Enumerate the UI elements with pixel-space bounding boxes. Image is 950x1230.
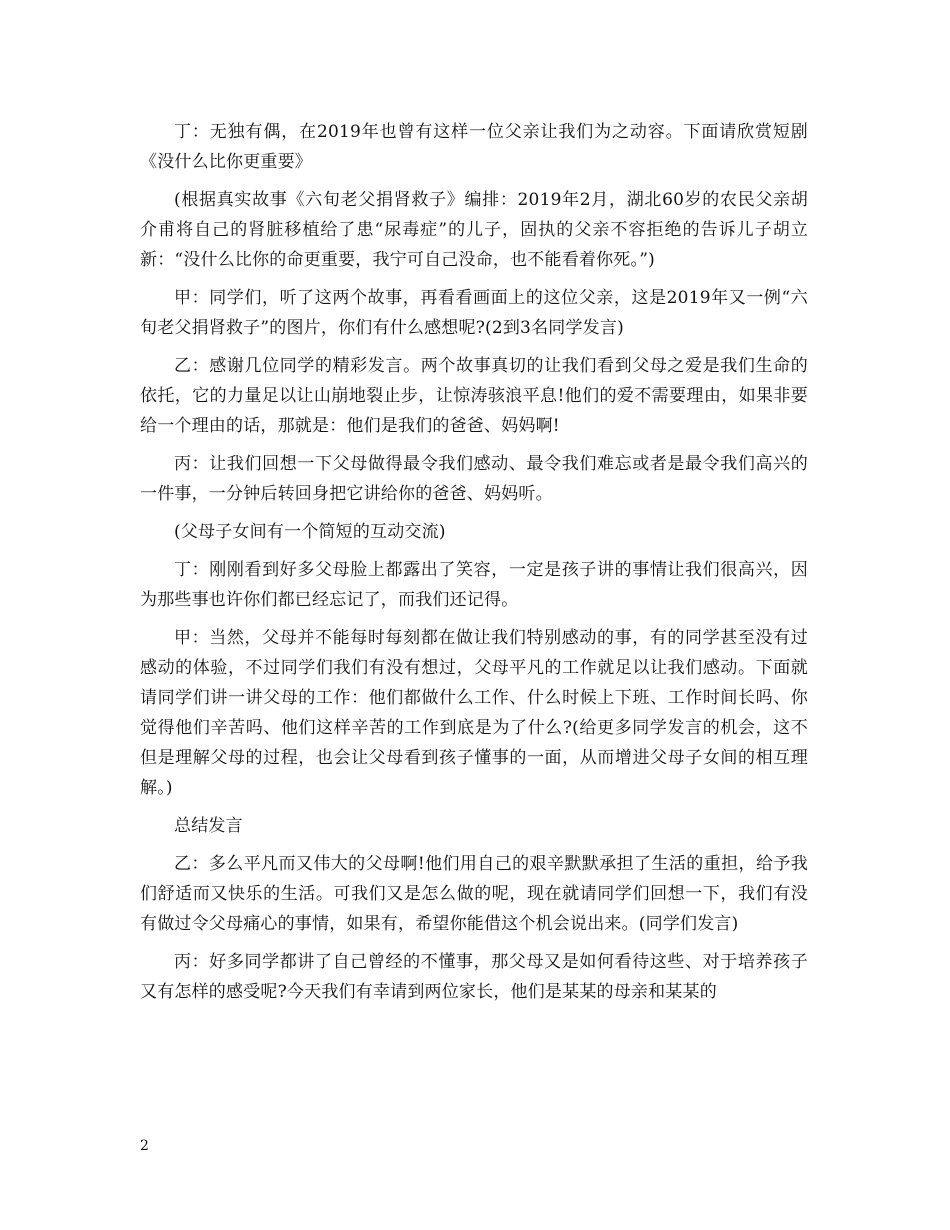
- paragraph-interaction-note: (父母子女间有一个简短的互动交流): [174, 522, 446, 542]
- paragraph-story-note: (根据真实故事《六旬老父捐肾救子》编排：2019年2月，湖北60岁的农民父亲胡介甫将自己的肾脏移植给了患“尿毒症”的儿子，固执的父亲不容拒绝的告诉儿子胡立新：“没什么比你的命更重要，我宁可自己没命，也不能看着你死。”): [140, 190, 808, 270]
- paragraph-bing-recall: 丙：让我们回想一下父母做得最令我们感动、最令我们难忘或者是最令我们高兴的一件事，一分钟后转回身把它讲给你的爸爸、妈妈听。: [140, 454, 808, 504]
- page-number: 2: [140, 1138, 149, 1154]
- paragraph-ding-smiles: 丁：刚刚看到好多父母脸上都露出了笑容，一定是孩子讲的事情让我们很高兴，因为那些事也许你们都已经忘记了，而我们还记得。: [140, 560, 808, 610]
- paragraph-jia-question: 甲：同学们，听了这两个故事，再看看画面上的这位父亲，这是2019年又一例“六旬老父捐肾救子”的图片，你们有什么感想呢?(2到3名同学发言): [140, 288, 808, 338]
- document-body: [140, 117, 808, 1007]
- paragraph-jia-work: 甲：当然，父母并不能每时每刻都在做让我们特别感动的事，有的同学甚至没有过感动的体验，不过同学们我们有没有想过，父母平凡的工作就足以让我们感动。下面就请同学们讲一讲父母的工作：他们都做什么工作、什么时候上下班、工作时间长吗、你觉得他们辛苦吗、他们这样辛苦的工作到底是为了什么?(给更多同学发言的机会，这不但是理解父母的过程，也会让父母看到孩子懂事的一面，从而增进父母子女间的相互理解。): [140, 628, 808, 798]
- paragraph-bing-parents: 丙：好多同学都讲了自己曾经的不懂事，那父母又是如何看待这些、对于培养孩子又有怎样的感受呢?今天我们有幸请到两位家长，他们是某某的母亲和某某的: [140, 952, 808, 1002]
- paragraph-yi-parents: 乙：多么平凡而又伟大的父母啊!他们用自己的艰辛默默承担了生活的重担，给予我们舒适而又快乐的生活。可我们又是怎么做的呢，现在就请同学们回想一下，我们有没有做过令父母痛心的事情，如果有，希望你能借这个机会说出来。(同学们发言): [140, 854, 808, 934]
- paragraph-ding-intro: 丁：无独有偶，在2019年也曾有这样一位父亲让我们为之动容。下面请欣赏短剧《没什么比你更重要》: [140, 122, 808, 172]
- paragraph-yi-thanks: 乙：感谢几位同学的精彩发言。两个故事真切的让我们看到父母之爱是我们生命的依托，它的力量足以让山崩地裂止步，让惊涛骇浪平息!他们的爱不需要理由，如果非要给一个理由的话，那就是：他们是我们的爸爸、妈妈啊!: [140, 356, 808, 436]
- paragraph-summary-heading: 总结发言: [174, 816, 243, 836]
